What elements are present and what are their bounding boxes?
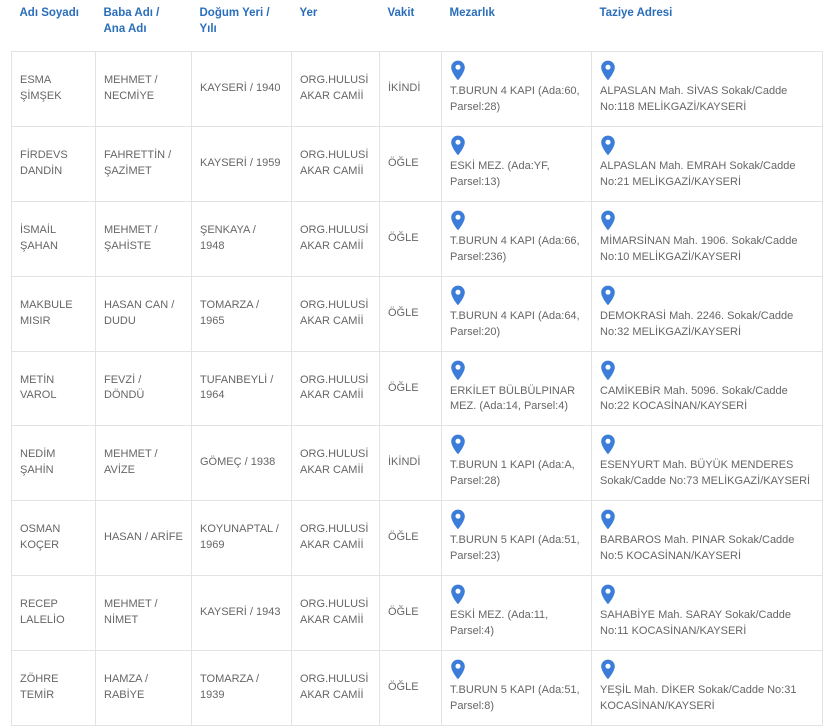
table-row <box>12 126 823 201</box>
grave-text: ERKİLET BÜLBÜLPINAR MEZ. (Ada:14, Parsel:4) <box>450 384 576 413</box>
cell-address <box>592 426 823 501</box>
cell-parents: HASAN / ARİFE <box>96 501 192 576</box>
map-pin-icon[interactable] <box>600 434 814 454</box>
grave-text: T.BURUN 4 KAPI (Ada:60, Parsel:28) <box>450 85 580 113</box>
cell-name: FİRDEVS DANDİN <box>12 126 96 201</box>
cell-birth: KAYSERİ / 1959 <box>192 126 292 201</box>
map-pin-icon[interactable] <box>450 584 583 604</box>
table-row <box>12 651 823 726</box>
cell-name: METİN VAROL <box>12 351 96 426</box>
cell-birth: TUFANBEYLİ / 1964 <box>192 351 292 426</box>
cell-parents: MEHMET / NİMET <box>96 576 192 651</box>
cell-address <box>592 501 823 576</box>
map-pin-icon[interactable] <box>450 60 583 80</box>
map-pin-icon[interactable] <box>600 285 814 305</box>
column-header-grave[interactable]: Mezarlık <box>442 0 592 52</box>
cell-grave <box>442 501 592 576</box>
cell-name: NEDİM ŞAHİN <box>12 426 96 501</box>
cell-birth: KAYSERİ / 1940 <box>192 52 292 127</box>
cell-parents: MEHMET / NECMİYE <box>96 52 192 127</box>
grave-text: ESKİ MEZ. (Ada:11, Parsel:4) <box>450 609 549 638</box>
cell-place: ORG.HULUSİ AKAR CAMİİ <box>292 351 380 426</box>
cell-grave <box>442 276 592 351</box>
map-pin-icon[interactable] <box>600 659 814 679</box>
cell-birth: TOMARZA / 1965 <box>192 276 292 351</box>
cell-birth: TOMARZA / 1939 <box>192 651 292 726</box>
cell-grave <box>442 126 592 201</box>
cell-address <box>592 126 823 201</box>
cell-parents: FEVZİ / DÖNDÜ <box>96 351 192 426</box>
address-text: ALPASLAN Mah. SİVAS Sokak/Cadde No:118 MELİKGAZİ/KAYSERİ <box>600 85 788 113</box>
map-pin-icon[interactable] <box>600 509 814 529</box>
address-text: CAMİKEBİR Mah. 5096. Sokak/Cadde No:22 KOCASİNAN/KAYSERİ <box>600 384 788 413</box>
map-pin-icon[interactable] <box>600 584 814 604</box>
cell-time: ÖĞLE <box>380 201 442 276</box>
cell-time: İKİNDİ <box>380 426 442 501</box>
table-header-row <box>12 0 823 52</box>
map-pin-icon[interactable] <box>600 60 814 80</box>
address-text: YEŞİL Mah. DİKER Sokak/Cadde No:31 KOCASİNAN/KAYSERİ <box>600 684 797 712</box>
map-pin-icon[interactable] <box>450 659 583 679</box>
records-table-container <box>11 0 822 726</box>
grave-text: T.BURUN 4 KAPI (Ada:66, Parsel:236) <box>450 234 580 263</box>
map-pin-icon[interactable] <box>450 434 583 454</box>
column-header-time[interactable]: Vakit <box>380 0 442 52</box>
map-pin-icon[interactable] <box>600 210 814 230</box>
cell-name: ZÖHRE TEMİR <box>12 651 96 726</box>
cell-name: RECEP LALELİO <box>12 576 96 651</box>
cell-time: ÖĞLE <box>380 351 442 426</box>
table-row <box>12 576 823 651</box>
grave-text: T.BURUN 5 KAPI (Ada:51, Parsel:8) <box>450 684 580 712</box>
address-text: SAHABİYE Mah. SARAY Sokak/Cadde No:11 KOCASİNAN/KAYSERİ <box>600 609 791 638</box>
cell-place: ORG.HULUSİ AKAR CAMİİ <box>292 201 380 276</box>
table-row <box>12 201 823 276</box>
cell-place: ORG.HULUSİ AKAR CAMİİ <box>292 426 380 501</box>
cell-place: ORG.HULUSİ AKAR CAMİİ <box>292 576 380 651</box>
cell-birth: GÖMEÇ / 1938 <box>192 426 292 501</box>
table-header <box>12 0 823 52</box>
table-body <box>12 52 823 726</box>
address-text: DEMOKRASİ Mah. 2246. Sokak/Cadde No:32 MELİKGAZİ/KAYSERİ <box>600 309 794 338</box>
map-pin-icon[interactable] <box>600 135 814 155</box>
cell-parents: FAHRETTİN / ŞAZİMET <box>96 126 192 201</box>
map-pin-icon[interactable] <box>450 285 583 305</box>
cell-name: ESMA ŞİMŞEK <box>12 52 96 127</box>
cell-parents: MEHMET / ŞAHİSTE <box>96 201 192 276</box>
map-pin-icon[interactable] <box>450 135 583 155</box>
grave-text: T.BURUN 5 KAPI (Ada:51, Parsel:23) <box>450 534 580 563</box>
column-header-address[interactable]: Taziye Adresi <box>592 0 823 52</box>
grave-text: T.BURUN 1 KAPI (Ada:A, Parsel:28) <box>450 459 575 488</box>
address-text: MİMARSİNAN Mah. 1906. Sokak/Cadde No:10 MELİKGAZİ/KAYSERİ <box>600 234 798 263</box>
cell-place: ORG.HULUSİ AKAR CAMİİ <box>292 52 380 127</box>
cell-parents: HAMZA / RABİYE <box>96 651 192 726</box>
cell-address <box>592 651 823 726</box>
table-row <box>12 426 823 501</box>
cell-address <box>592 351 823 426</box>
cell-grave <box>442 52 592 127</box>
records-table <box>11 0 823 726</box>
cell-time: ÖĞLE <box>380 576 442 651</box>
grave-text: T.BURUN 4 KAPI (Ada:64, Parsel:20) <box>450 309 580 338</box>
cell-time: İKİNDİ <box>380 52 442 127</box>
cell-birth: KOYUNAPTAL / 1969 <box>192 501 292 576</box>
map-pin-icon[interactable] <box>450 360 583 380</box>
cell-address <box>592 201 823 276</box>
cell-time: ÖĞLE <box>380 276 442 351</box>
cell-place: ORG.HULUSİ AKAR CAMİİ <box>292 126 380 201</box>
cell-address <box>592 576 823 651</box>
address-text: ALPASLAN Mah. EMRAH Sokak/Cadde No:21 MELİKGAZİ/KAYSERİ <box>600 159 796 188</box>
cell-address <box>592 276 823 351</box>
cell-grave <box>442 201 592 276</box>
cell-place: ORG.HULUSİ AKAR CAMİİ <box>292 276 380 351</box>
grave-text: ESKİ MEZ. (Ada:YF, Parsel:13) <box>450 159 550 188</box>
column-header-name[interactable]: Adı Soyadı <box>12 0 96 52</box>
cell-time: ÖĞLE <box>380 126 442 201</box>
map-pin-icon[interactable] <box>450 210 583 230</box>
column-header-birth[interactable]: Doğum Yeri / Yılı <box>192 0 292 52</box>
table-row <box>12 276 823 351</box>
cell-grave <box>442 651 592 726</box>
cell-place: ORG.HULUSİ AKAR CAMİİ <box>292 651 380 726</box>
address-text: ESENYURT Mah. BÜYÜK MENDERES Sokak/Cadde No:73 MELİKGAZİ/KAYSERİ <box>600 459 811 488</box>
column-header-place[interactable]: Yer <box>292 0 380 52</box>
cell-grave <box>442 351 592 426</box>
cell-address <box>592 52 823 127</box>
cell-name: OSMAN KOÇER <box>12 501 96 576</box>
cell-parents: HASAN CAN / DUDU <box>96 276 192 351</box>
cell-grave <box>442 576 592 651</box>
map-pin-icon[interactable] <box>450 509 583 529</box>
cell-time: ÖĞLE <box>380 651 442 726</box>
column-header-parents[interactable]: Baba Adı / Ana Adı <box>96 0 192 52</box>
cell-parents: MEHMET / AVİZE <box>96 426 192 501</box>
table-row <box>12 501 823 576</box>
map-pin-icon[interactable] <box>600 360 814 380</box>
cell-time: ÖĞLE <box>380 501 442 576</box>
cell-name: İSMAİL ŞAHAN <box>12 201 96 276</box>
cell-birth: KAYSERİ / 1943 <box>192 576 292 651</box>
table-row <box>12 351 823 426</box>
address-text: BARBAROS Mah. PINAR Sokak/Cadde No:5 KOCASİNAN/KAYSERİ <box>600 534 795 563</box>
cell-place: ORG.HULUSİ AKAR CAMİİ <box>292 501 380 576</box>
cell-grave <box>442 426 592 501</box>
cell-birth: ŞENKAYA / 1948 <box>192 201 292 276</box>
table-row <box>12 52 823 127</box>
cell-name: MAKBULE MISIR <box>12 276 96 351</box>
